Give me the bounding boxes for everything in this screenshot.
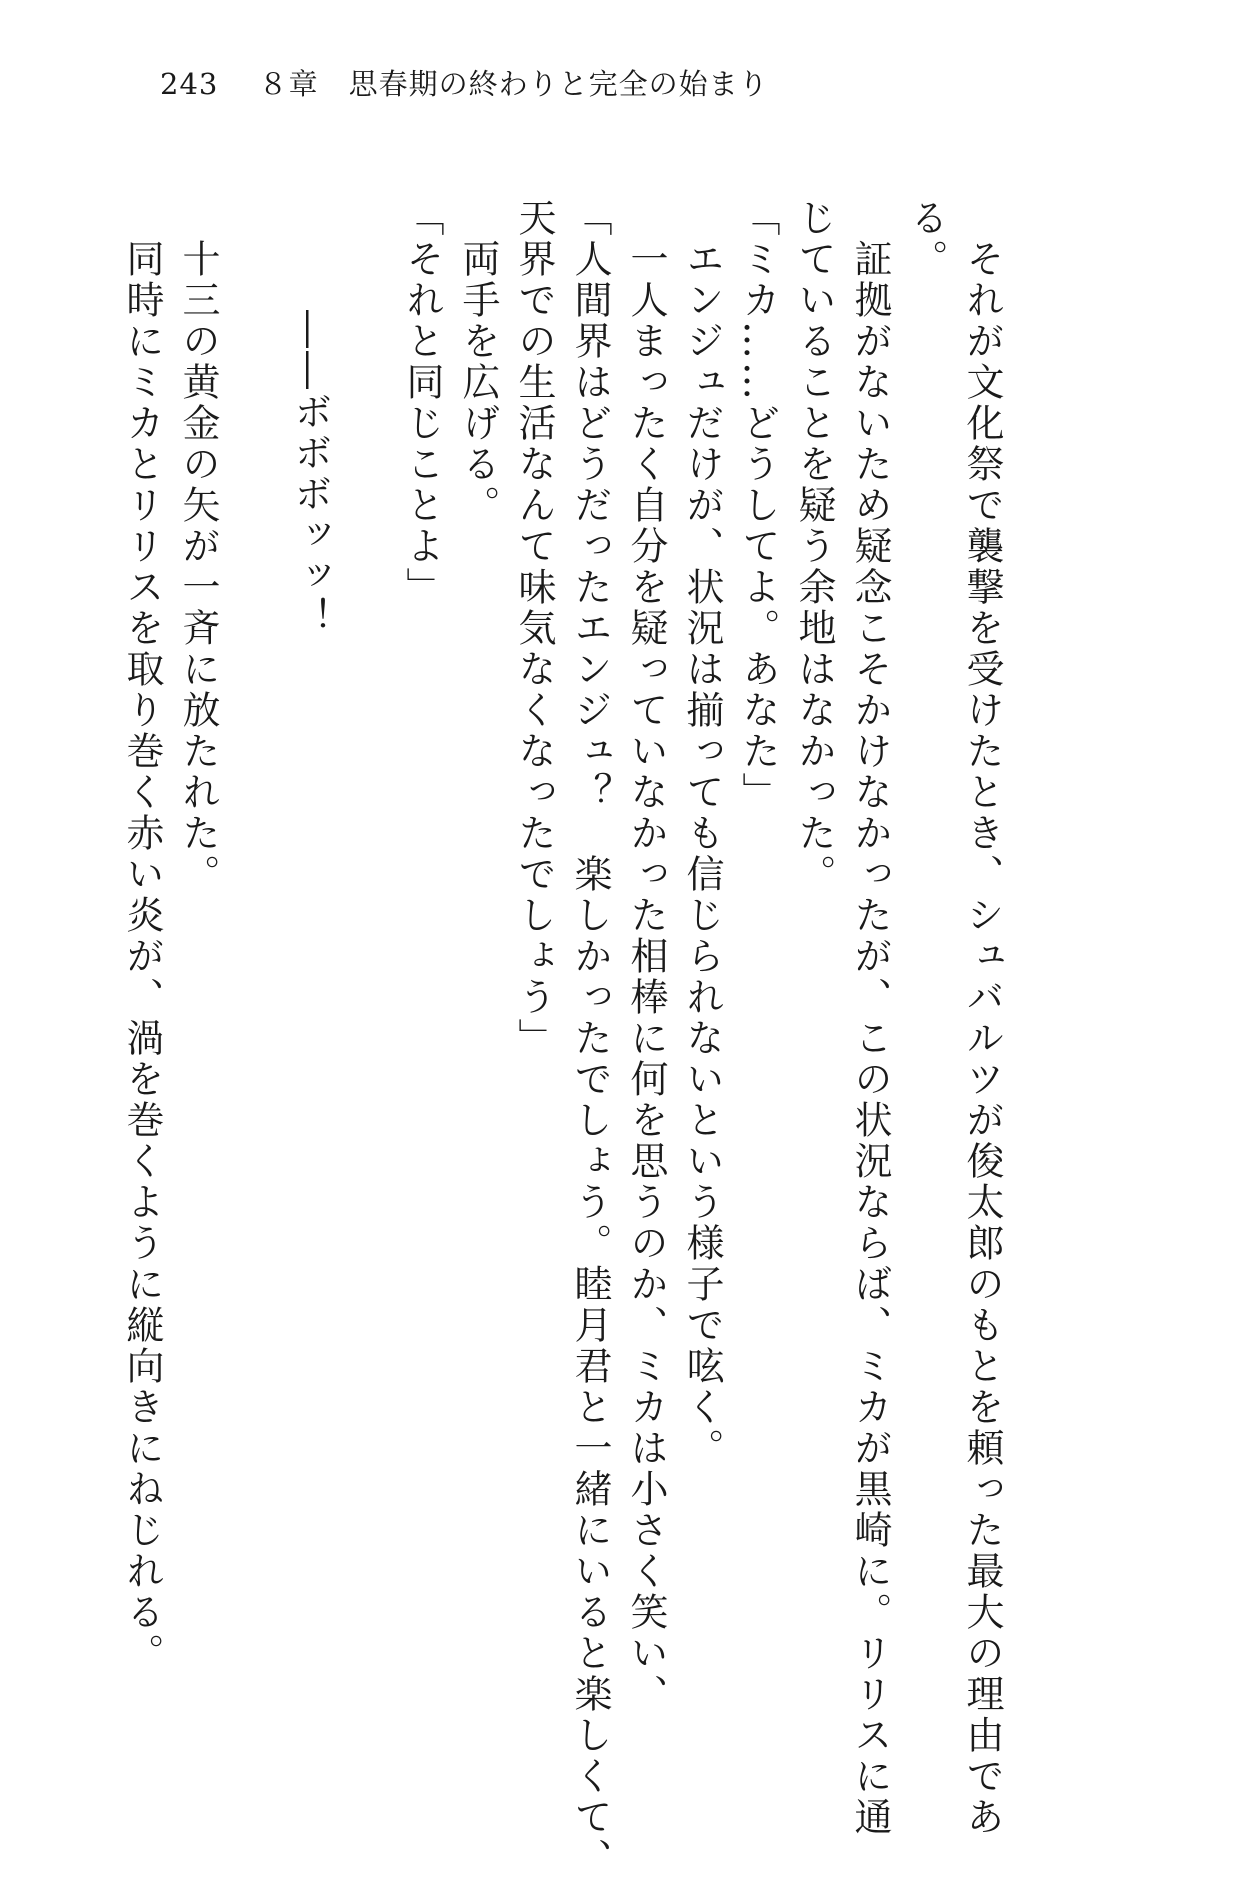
text-line: 一人まったく自分を疑っていなかった相棒に何を思うのか、ミカは小さく笑い、 bbox=[624, 198, 668, 1715]
text-line: 「ミカ……どうしてよ。あなた」 bbox=[736, 198, 780, 813]
text-line: 「人間界はどうだったエンジュ？ 楽しかったでしょう。睦月君と一緒にいると楽しくて、 bbox=[568, 198, 612, 1879]
text-line: 「それと同じことよ」 bbox=[400, 198, 444, 608]
text-line: それが文化祭で襲撃を受けたとき、シュバルツが俊太郎のもとを頼った最大の理由であ bbox=[960, 198, 1004, 1838]
running-head bbox=[160, 62, 769, 103]
text-line: じていることを疑う余地はなかった。 bbox=[792, 198, 836, 895]
blank-line bbox=[226, 198, 282, 1628]
text-line: 両手を広げる。 bbox=[456, 198, 500, 526]
text-line: エンジュだけが、状況は揃っても信じられないという様子で呟く。 bbox=[680, 198, 724, 1469]
sound-effect-line: ――ボボボッッ！ bbox=[288, 310, 332, 638]
blank-line bbox=[338, 198, 394, 1628]
page-number: 243 bbox=[160, 67, 219, 101]
text-line: る。 bbox=[904, 198, 948, 280]
chapter-title: ８章 思春期の終わりと完全の始まり bbox=[258, 67, 769, 101]
vertical-text-body bbox=[120, 198, 1010, 1879]
text-line: 天界での生活なんて味気なくなったでしょう」 bbox=[512, 198, 556, 1059]
text-line: 証拠がないため疑念こそかけなかったが、この状況ならば、ミカが黒崎に。リリスに通 bbox=[848, 198, 892, 1838]
text-line: 同時にミカとリリスを取り巻く赤い炎が、渦を巻くように縦向きにねじれる。 bbox=[120, 198, 164, 1674]
text-line: 十三の黄金の矢が一斉に放たれた。 bbox=[176, 198, 220, 895]
